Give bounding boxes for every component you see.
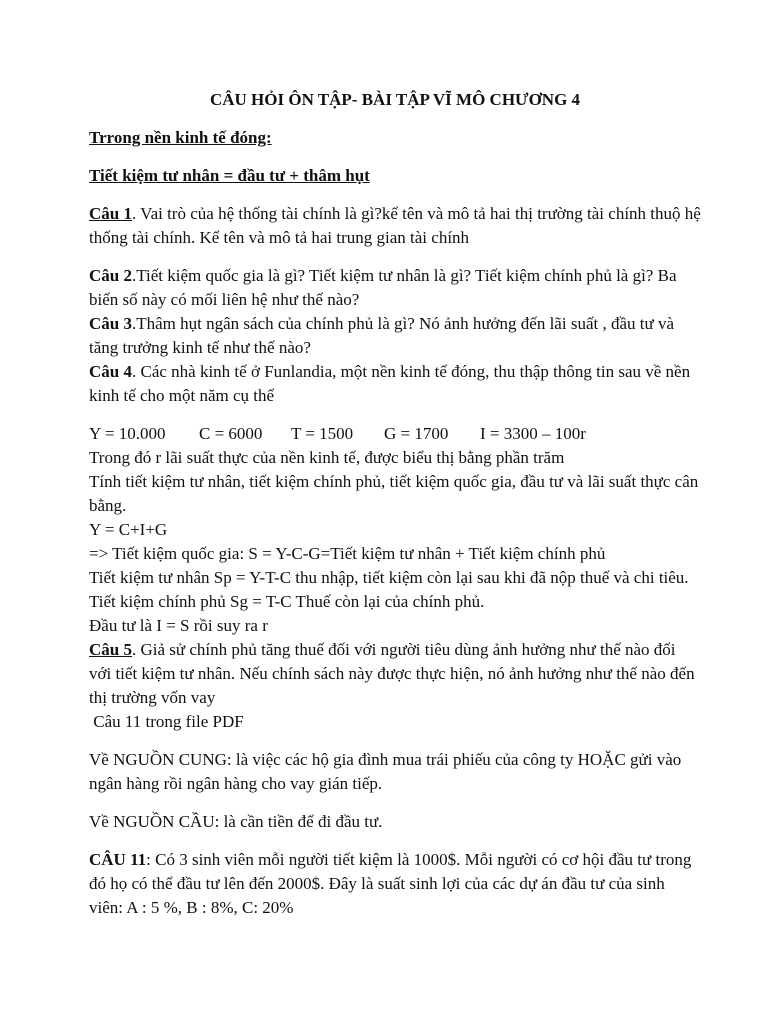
equation-row xyxy=(89,422,701,446)
q4-line: Đầu tư là I = S rồi suy ra r xyxy=(89,616,268,635)
question-11-label: CÂU 11 xyxy=(89,850,147,869)
q4-line: Tính tiết kiệm tư nhân, tiết kiệm chính phủ, tiết kiệm quốc gia, đầu tư và lãi suất thực cân bằng. xyxy=(89,472,699,515)
q4-line: Y = C+I+G xyxy=(89,520,168,539)
question-2-label: Câu 2 xyxy=(89,266,132,285)
question-3 xyxy=(89,312,701,360)
demand-note: Về NGUỒN CẦU: là cần tiền để đi đầu tư. xyxy=(89,812,383,831)
section-heading-savings-identity: Tiết kiệm tư nhân = đầu tư + thâm hụt xyxy=(89,166,370,185)
question-1-label: Câu 1 xyxy=(89,204,132,223)
question-3-text: .Thâm hụt ngân sách của chính phủ là gì? Nó ảnh hưởng đến lãi suất , đầu tư và tăng trưởng kinh tế như thế nào? xyxy=(89,314,674,357)
equation-c: C = 6000 xyxy=(199,424,263,443)
q4-line: Tiết kiệm chính phủ Sg = T-C Thuế còn lại của chính phủ. xyxy=(89,592,485,611)
question-1-text: . Vai trò của hệ thống tài chính là gì?kể tên và mô tả hai thị trường tài chính thuộ hệ thống tài chính. Kể tên và mô tả hai trung gian tài chính xyxy=(89,204,701,247)
question-4-label: Câu 4 xyxy=(89,362,132,381)
q4-line: Tiết kiệm tư nhân Sp = Y-T-C thu nhập, tiết kiệm còn lại sau khi đã nộp thuế và chi tiêu. xyxy=(89,568,689,587)
question-5-text: . Giả sử chính phủ tăng thuế đối với người tiêu dùng ảnh hưởng như thế nào đối với tiết kiệm tư nhân. Nếu chính sách này được thực hiện, nó ảnh hưởng như thế nào đến thị trường vốn vay xyxy=(89,640,695,707)
question-11 xyxy=(89,848,701,920)
question-11-text: : Có 3 sinh viên mỗi người tiết kiệm là 1000$. Mỗi người có cơ hội đầu tư trong đó họ có thể đầu tư lên đến 2000$. Đây là suất sinh lợi của các dự án đầu tư của sinh viên: A : 5 %, B : 8%, C: 20% xyxy=(89,850,692,917)
q4-line: Trong đó r lãi suất thực của nền kinh tế, được biểu thị bằng phần trăm xyxy=(89,448,565,467)
question-5 xyxy=(89,638,701,710)
equation-y: Y = 10.000 xyxy=(89,424,166,443)
question-11-reference: Câu 11 trong file PDF xyxy=(89,712,244,731)
question-2 xyxy=(89,264,701,312)
supply-note: Về NGUỒN CUNG: là việc các hộ gia đình mua trái phiếu của công ty HOẶC gửi vào ngân hàng rồi ngân hàng cho vay gián tiếp. xyxy=(89,750,682,793)
question-5-label: Câu 5 xyxy=(89,640,132,659)
question-1 xyxy=(89,202,701,250)
document-page xyxy=(89,88,701,920)
question-4 xyxy=(89,360,701,408)
equation-g: G = 1700 xyxy=(384,424,449,443)
question-2-text: .Tiết kiệm quốc gia là gì? Tiết kiệm tư nhân là gì? Tiết kiệm chính phủ là gì? Ba biến số này có mối liên hệ như thế nào? xyxy=(89,266,677,309)
equation-t: T = 1500 xyxy=(291,424,354,443)
document-title: CÂU HỎI ÔN TẬP- BÀI TẬP VĨ MÔ CHƯƠNG 4 xyxy=(209,90,581,109)
equation-i: I = 3300 – 100r xyxy=(480,424,586,443)
question-4-text: . Các nhà kinh tế ở Funlandia, một nền kinh tế đóng, thu thập thông tin sau về nền kinh tế cho một năm cụ thể xyxy=(89,362,691,405)
section-heading-closed-economy: Trrong nền kinh tế đóng: xyxy=(89,128,272,147)
question-3-label: Câu 3 xyxy=(89,314,132,333)
q4-line: => Tiết kiệm quốc gia: S = Y-C-G=Tiết kiệm tư nhân + Tiết kiệm chính phủ xyxy=(89,544,606,563)
